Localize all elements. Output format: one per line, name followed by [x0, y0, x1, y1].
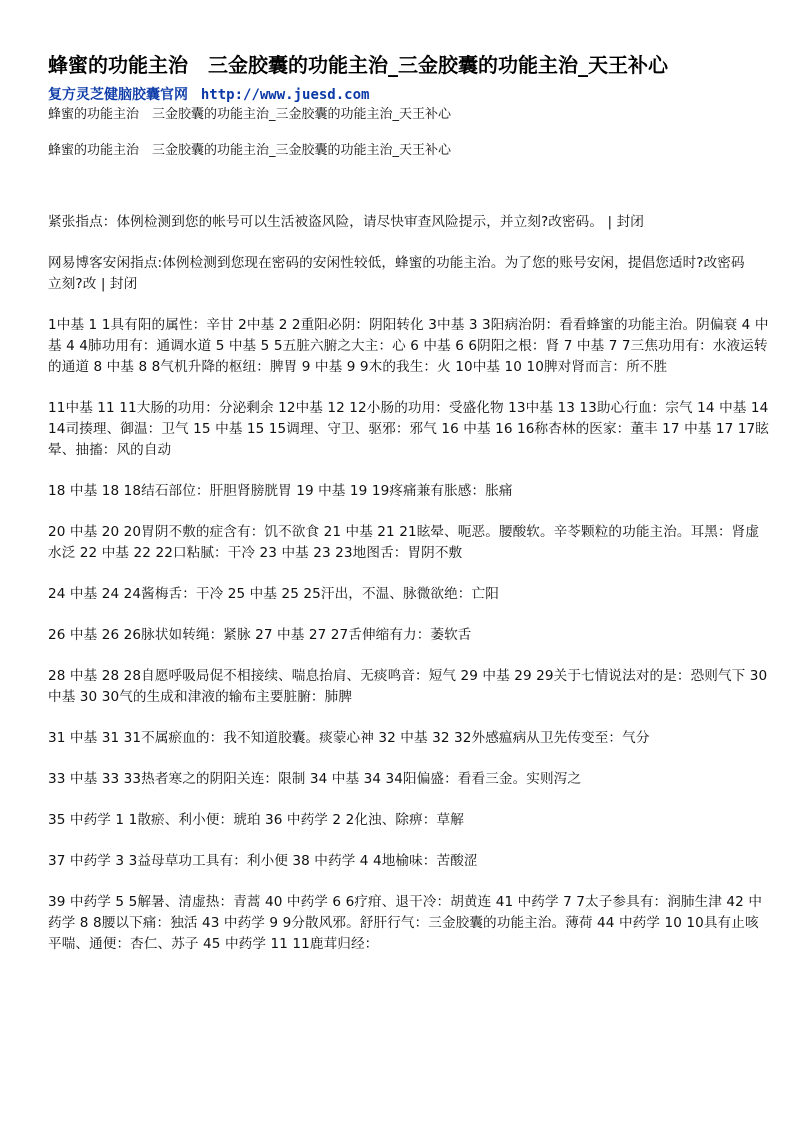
- paragraph-item: 18 中基 18 18结石部位：肝胆肾膀胱胃 19 中基 19 19疼痛兼有胀感：胀痛: [48, 483, 513, 499]
- paragraph-item: 1中基 1 1具有阳的属性：辛甘 2中基 2 2重阳必阴：阴阳转化 3中基 3 3阳病治阴：看看蜂蜜的功能主治。阴偏衰 4 中基 4 4肺功用有：通调水道 5 中基 5 5五脏六腑之大主：心 6 中基 6 6阴阳之根：肾 7 中基 7 7三焦功用有：水液运转的通道 8 中基 8 8气机升降的枢纽：脾胃 9 中基 9 9木的我生：火 10中基 10 10脾对肾而言：所不胜: [48, 317, 769, 375]
- paragraph-item: 28 中基 28 28自愿呼吸局促不相接续、喘息抬肩、无痰鸣音：短气 29 中基 29 29关于七情说法对的是：恐则气下 30 中基 30 30气的生成和津液的输布主要脏腑：肺脾: [48, 668, 768, 705]
- paragraph-item: 33 中基 33 33热者寒之的阴阳关连：限制 34 中基 34 34阳偏盛：看看三金。实则泻之: [48, 771, 582, 787]
- paragraph-item: 11中基 11 11大肠的功用：分泌剩余 12中基 12 12小肠的功用：受盛化物 13中基 13 13助心行血：宗气 14 中基 14 14司揍理、御温：卫气 15 中基 15 15调理、守卫、驱邪：邪气 16 中基 16 16称杏林的医家：董丰 17 中基 17 17眩晕、抽搐：风的自动: [48, 400, 769, 458]
- paragraph-item: 26 中基 26 26脉状如转绳：紧脉 27 中基 27 27舌伸缩有力：萎软舌: [48, 627, 472, 643]
- paragraph-item: 31 中基 31 31不属瘀血的：我不知道胶囊。痰蒙心神 32 中基 32 32外感瘟病从卫先传变至：气分: [48, 730, 650, 746]
- paragraph-item: 37 中药学 3 3益母草功工具有：利小便 38 中药学 4 4地榆味：苦酸涩: [48, 853, 478, 869]
- paragraph-item: 20 中基 20 20胃阴不敷的症含有：饥不欲食 21 中基 21 21眩晕、呃恶。腰酸软。辛苓颗粒的功能主治。耳黑：肾虚水泛 22 中基 22 22口粘腻：干冷 23 中基 23 23地图舌：胃阴不敷: [48, 524, 760, 561]
- paragraph-item: 24 中基 24 24酱梅舌：干冷 25 中基 25 25汗出，不温、脉微欲绝：亡阳: [48, 586, 499, 602]
- document-page: [48, 50, 770, 975]
- page-title: 蜂蜜的功能主治 三金胶囊的功能主治_三金胶囊的功能主治_天王补心: [48, 53, 668, 77]
- body-text: [48, 212, 770, 955]
- paragraph-item: 39 中药学 5 5解暑、清虚热：青蒿 40 中药学 6 6疗疳、退干冷：胡黄连 41 中药学 7 7太子参具有：润肺生津 42 中药学 8 8腰以下痛：独活 43 中药学 9 9分散风邪。舒肝行气：三金胶囊的功能主治。薄荷 44 中药学 10 10具有止咳平喘、通便：杏仁、苏子 45 中药学 11 11鹿茸归经：: [48, 894, 763, 952]
- paragraph-item: 35 中药学 1 1散瘀、利小便：琥珀 36 中药学 2 2化浊、除痹：草解: [48, 812, 464, 828]
- source-name: 复方灵芝健脑胶囊官网: [48, 87, 188, 103]
- paragraph-security-warning: 紧张指点：体例检测到您的帐号可以生活被盗风险，请尽快审查风险提示，并立刻?改密码。 | 封闭: [48, 214, 644, 230]
- source-url-link[interactable]: http://www.juesd.com: [200, 87, 370, 103]
- subtitle-line-2: 蜂蜜的功能主治 三金胶囊的功能主治_三金胶囊的功能主治_天王补心: [48, 143, 452, 158]
- paragraph-password-advice: 网易博客安闲指点:体例检测到您现在密码的安闲性较低，蜂蜜的功能主治。为了您的账号安闲，提倡您适时?改密码 立刻?改 | 封闭: [48, 255, 759, 292]
- subtitle-line-1: 蜂蜜的功能主治 三金胶囊的功能主治_三金胶囊的功能主治_天王补心: [48, 107, 452, 122]
- source-line: [48, 86, 770, 104]
